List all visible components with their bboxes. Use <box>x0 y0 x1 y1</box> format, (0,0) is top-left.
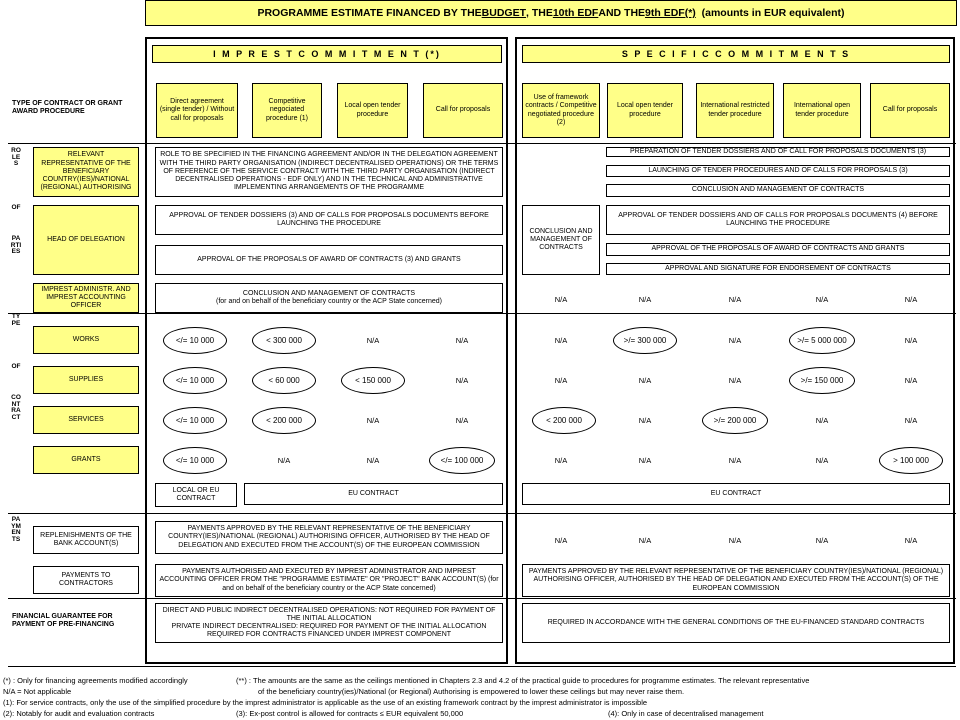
works-imprest-call: N/A <box>455 336 469 345</box>
supplies-imprest-local: < 150 000 <box>341 367 405 394</box>
separator-payments <box>8 513 956 514</box>
imprest-header-local-open: Local open tender procedure <box>337 83 408 138</box>
specific-header-call: Call for proposals <box>870 83 950 138</box>
payments-specific-text: PAYMENTS APPROVED BY THE RELEVANT REPRESENTATIVE OF THE BENEFICIARY COUNTRY(IES)/NATIONAL (REGIONAL) AUTHORISING OFFICER, AUTHORISED BY THE HEAD OF DELEGATION AND EXECUTED FROM THE ACCOUNT(S) OF THE EUROPEAN COMMISSION <box>522 564 950 597</box>
services-imprest-local: N/A <box>366 416 380 425</box>
type-services: SERVICES <box>33 406 139 434</box>
works-specific-call: N/A <box>904 336 918 345</box>
title-part1: PROGRAMME ESTIMATE FINANCED BY THE <box>257 7 482 19</box>
separator-guarantee <box>8 598 956 599</box>
services-imprest-direct: </= 10 000 <box>163 407 227 434</box>
title-part3: AND THE <box>598 7 646 19</box>
footnote-double-star-1: (**) : The amounts are the same as the ceilings mentioned in Chapters 2.3 and 4.2 of the practical guide to procedures for programme estimates. The relevant representative <box>236 676 810 685</box>
na-replenish-s2: N/A <box>638 536 652 545</box>
grants-specific-local: N/A <box>638 456 652 465</box>
services-specific-local: N/A <box>638 416 652 425</box>
vertical-contract: CONTRACT <box>11 394 21 421</box>
guarantee-imprest-text <box>155 603 503 643</box>
vertical-of-2: OF <box>11 363 21 370</box>
imprest-approval-award: APPROVAL OF THE PROPOSALS OF AWARD OF CONTRACTS (3) AND GRANTS <box>155 245 503 275</box>
works-imprest-local: N/A <box>366 336 380 345</box>
supplies-specific-intl-open: >/= 150 000 <box>789 367 855 394</box>
eu-contract-imprest: EU CONTRACT <box>244 483 503 505</box>
na-replenish-s4: N/A <box>815 536 829 545</box>
specific-launching: LAUNCHING OF TENDER PROCEDURES AND OF CALLS FOR PROPOSALS (3) <box>606 165 950 177</box>
grants-imprest-call: </= 100 000 <box>429 447 495 474</box>
specific-conclusion-left: CONCLUSION AND MANAGEMENT OF CONTRACTS <box>522 205 600 275</box>
na-replenish-s3: N/A <box>728 536 742 545</box>
specific-approval-signature: APPROVAL AND SIGNATURE FOR ENDORSEMENT OF CONTRACTS <box>606 263 950 275</box>
works-imprest-direct: </= 10 000 <box>163 327 227 354</box>
supplies-imprest-competitive: < 60 000 <box>252 367 316 394</box>
na-admin-s5: N/A <box>904 295 918 304</box>
na-admin-s4: N/A <box>815 295 829 304</box>
vertical-parties: PARTIES <box>10 235 22 255</box>
supplies-specific-call: N/A <box>904 376 918 385</box>
title-part2: , THE <box>526 7 553 19</box>
title-edf9: 9th EDF(*) <box>645 7 696 19</box>
specific-section-header: S P E C I F I C C O M M I T M E N T S <box>522 45 950 63</box>
title-part4: (amounts in EUR equivalent) <box>695 7 845 19</box>
role-relevant-representative: RELEVANT REPRESENTATIVE OF THE BENEFICIARY COUNTRY(IES)/NATIONAL (REGIONAL) AUTHORISING <box>33 147 139 197</box>
specific-header-framework: Use of framework contracts / Competitive negotiated procedure (2) <box>522 83 600 138</box>
services-imprest-competitive: < 200 000 <box>252 407 316 434</box>
footnote-double-star-2: of the beneficiary country(ies)/National (or Regional) Authorising is empowered to lower these ceilings but may never raise them. <box>258 687 685 696</box>
grants-imprest-local: N/A <box>366 456 380 465</box>
imprest-conclusion-sub: (for and on behalf of the beneficiary country or the ACP State concerned) <box>216 298 442 305</box>
specific-conclusion: CONCLUSION AND MANAGEMENT OF CONTRACTS <box>606 184 950 197</box>
payments-contractors-label: PAYMENTS TO CONTRACTORS <box>33 566 139 594</box>
supplies-specific-restricted: N/A <box>728 376 742 385</box>
type-supplies: SUPPLIES <box>33 366 139 394</box>
payments-replenish-text: PAYMENTS APPROVED BY THE RELEVANT REPRESENTATIVE OF THE BENEFICIARY COUNTRY(IES)/NATIONAL (REGIONAL) AUTHORISING OFFICER, AUTHORISED BY THE HEAD OF DELEGATION AND EXECUTED FROM THE ACCOUNT(S) OF THE EUROPEAN COMMISSION <box>155 521 503 554</box>
specific-approval-dossiers: APPROVAL OF TENDER DOSSIERS AND OF CALLS FOR PROPOSALS DOCUMENTS (4) BEFORE LAUNCHING THE PROCEDURE <box>606 205 950 235</box>
imprest-role-specified: ROLE TO BE SPECIFIED IN THE FINANCING AGREEMENT AND/OR IN THE DELEGATION AGREEMENT WITH THE THIRD PARTY ORGANISATION (INDIRECT DECENTRALISED OPERATIONS) OR THE TERMS OF REFERENCE OF THE SERVICE CONTRACT WITH THE THIRD PARTY ORGANISATION (INDIRECT DECENTRALISED OPERATIONS - EDF ONLY) AND IN THE TECHNICAL AND ADMINISTRATIVE IMPLEMENTING ARRANGEMENTS OF THE PROGRAMME <box>155 147 503 197</box>
page-title <box>145 0 957 26</box>
financial-guarantee-label: FINANCIAL GUARANTEE FOR PAYMENT OF PRE-FINANCING <box>12 613 115 629</box>
na-admin-s1: N/A <box>554 295 568 304</box>
guarantee-imprest-content: DIRECT AND PUBLIC INDIRECT DECENTRALISED OPERATIONS: NOT REQUIRED FOR PAYMENT OF THE INITIAL ALLOCATION PRIVATE INDIRECT DECENTRALISED: REQUIRED FOR PAYMENT OF THE INITIAL ALLOCATION REQUIRED FOR CONTRACTS FINANCED UNDER IMPREST COMPONENT <box>162 606 496 639</box>
local-or-eu-contract: LOCAL OR EU CONTRACT <box>155 483 237 507</box>
separator-footnotes <box>8 666 956 667</box>
footnote-2: (2): Notably for audit and evaluation contracts <box>3 709 155 718</box>
specific-header-local-open: Local open tender procedure <box>607 83 683 138</box>
footnote-na: N/A = Not applicable <box>3 687 72 696</box>
vertical-payments: PAYMENTS <box>11 516 21 543</box>
works-specific-intl-open: >/= 5 000 000 <box>789 327 855 354</box>
supplies-imprest-call: N/A <box>455 376 469 385</box>
services-imprest-call: N/A <box>455 416 469 425</box>
type-works: WORKS <box>33 326 139 354</box>
role-head-of-delegation: HEAD OF DELEGATION <box>33 205 139 275</box>
separator-type <box>8 313 956 314</box>
separator-roles <box>8 143 956 144</box>
payments-contractors-text: PAYMENTS AUTHORISED AND EXECUTED BY IMPREST ADMINISTRATOR AND IMPREST ACCOUNTING OFFICER FROM THE "PROGRAMME ESTIMATE" OR "PROJECT" BANK ACCOUNT(S) (for and on behalf of the beneficiary country or the ACP State concerned) <box>155 564 503 597</box>
works-specific-restricted: N/A <box>728 336 742 345</box>
grants-specific-call: > 100 000 <box>879 447 943 474</box>
services-specific-intl-open: N/A <box>815 416 829 425</box>
imprest-conclusion <box>155 283 503 313</box>
na-replenish-s1: N/A <box>554 536 568 545</box>
title-budget: BUDGET <box>481 7 526 19</box>
payments-replenishments-label: REPLENISHMENTS OF THE BANK ACCOUNT(S) <box>33 526 139 554</box>
guarantee-specific-text: REQUIRED IN ACCORDANCE WITH THE GENERAL CONDITIONS OF THE EU-FINANCED STANDARD CONTRACTS <box>522 603 950 643</box>
footnote-4: (4): Only in case of decentralised management <box>608 709 764 718</box>
imprest-header-competitive: Competitive negociated procedure (1) <box>252 83 322 138</box>
vertical-type: TYPE <box>11 313 21 327</box>
imprest-approval-dossiers: APPROVAL OF TENDER DOSSIERS (3) AND OF CALLS FOR PROPOSALS DOCUMENTS BEFORE LAUNCHING THE PROCEDURE <box>155 205 503 235</box>
imprest-conclusion-title: CONCLUSION AND MANAGEMENT OF CONTRACTS <box>242 289 416 297</box>
supplies-imprest-direct: </= 10 000 <box>163 367 227 394</box>
imprest-header-direct: Direct agreement (single tender) / Without call for proposals <box>156 83 238 138</box>
grants-specific-framework: N/A <box>554 456 568 465</box>
works-imprest-competitive: < 300 000 <box>252 327 316 354</box>
vertical-roles: ROLES <box>11 147 21 167</box>
services-specific-framework: < 200 000 <box>532 407 596 434</box>
specific-approval-award: APPROVAL OF THE PROPOSALS OF AWARD OF CONTRACTS AND GRANTS <box>606 243 950 256</box>
title-edf10: 10th EDF <box>552 7 599 19</box>
grants-specific-restricted: N/A <box>728 456 742 465</box>
services-specific-restricted: >/= 200 000 <box>702 407 768 434</box>
specific-header-intl-open: International open tender procedure <box>783 83 861 138</box>
works-specific-framework: N/A <box>554 336 568 345</box>
footnote-3: (3): Ex-post control is allowed for contracts ≤ EUR equivalent 50,000 <box>236 709 464 718</box>
type-grants: GRANTS <box>33 446 139 474</box>
grants-imprest-direct: </= 10 000 <box>163 447 227 474</box>
footnote-star: (*) : Only for financing agreements modified accordingly <box>3 676 188 685</box>
eu-contract-specific: EU CONTRACT <box>522 483 950 505</box>
role-imprest-administrator: IMPREST ADMINISTR. AND IMPREST ACCOUNTING OFFICER <box>33 283 139 313</box>
na-admin-s2: N/A <box>638 295 652 304</box>
supplies-specific-framework: N/A <box>554 376 568 385</box>
supplies-specific-local: N/A <box>638 376 652 385</box>
specific-header-intl-restricted: International restricted tender procedure <box>696 83 774 138</box>
grants-specific-intl-open: N/A <box>815 456 829 465</box>
imprest-header-call: Call for proposals <box>423 83 503 138</box>
works-specific-local: >/= 300 000 <box>613 327 677 354</box>
grants-imprest-competitive: N/A <box>277 456 291 465</box>
specific-preparation: PREPARATION OF TENDER DOSSIERS AND OF CALL FOR PROPOSALS DOCUMENTS (3) <box>606 147 950 157</box>
footnote-1: (1): For service contracts, only the use of the simplified procedure by the imprest administrator is applicable as the use of an existing framework contract by the imprest administrator is impossible <box>3 698 648 707</box>
type-contract-label: TYPE OF CONTRACT OR GRANT AWARD PROCEDURE <box>12 100 123 116</box>
imprest-section-header: I M P R E S T C O M M I T M E N T (*) <box>152 45 502 63</box>
vertical-of-1: OF <box>11 204 21 211</box>
services-specific-call: N/A <box>904 416 918 425</box>
na-admin-s3: N/A <box>728 295 742 304</box>
na-replenish-s5: N/A <box>904 536 918 545</box>
